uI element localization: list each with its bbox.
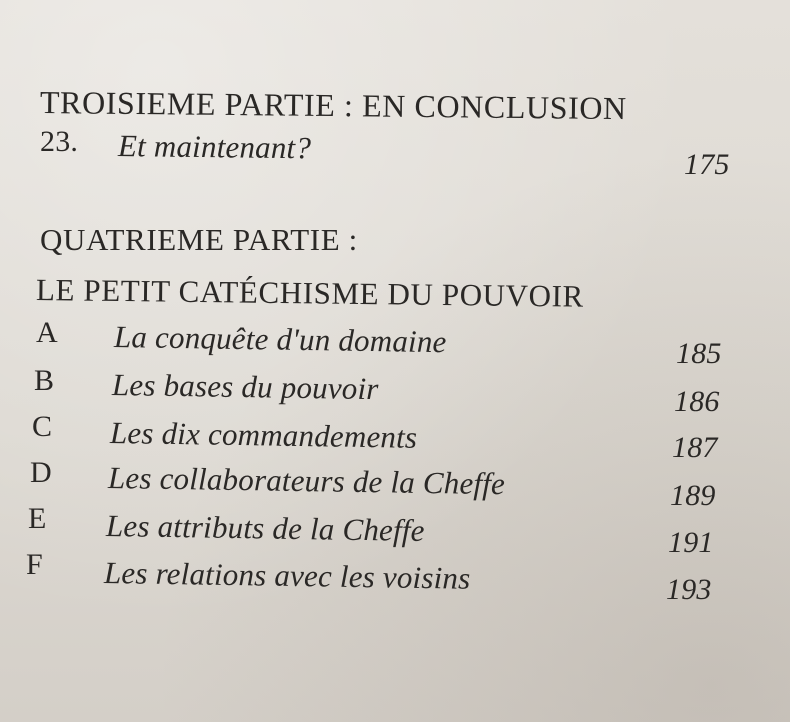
part3-heading: TROISIEME PARTIE : EN CONCLUSION [39, 84, 627, 127]
chapter-page-number: 175 [684, 148, 730, 181]
entry-title-e: Les attributs de la Cheffe [105, 508, 425, 549]
entry-letter-e: E [28, 502, 47, 535]
part4-heading-line2: LE PETIT CATÉCHISME DU POUVOIR [35, 272, 585, 314]
entry-page-d: 189 [670, 479, 716, 512]
entry-letter-c: C [32, 410, 53, 443]
part4-heading-line1: QUATRIEME PARTIE : [40, 222, 358, 257]
entry-page-f: 193 [666, 573, 712, 606]
entry-letter-a: A [36, 316, 58, 349]
entry-letter-f: F [26, 548, 43, 581]
entry-page-b: 186 [674, 385, 720, 418]
entry-letter-b: B [34, 364, 55, 397]
entry-title-a: La conquête d'un domaine [113, 319, 447, 360]
chapter-title: Et maintenant? [117, 128, 312, 166]
entry-title-d: Les collaborateurs de la Cheffe [107, 460, 506, 502]
entry-letter-d: D [30, 456, 52, 489]
entry-page-c: 187 [672, 431, 718, 464]
chapter-number: 23. [40, 125, 79, 158]
entry-title-f: Les relations avec les voisins [103, 555, 471, 596]
entry-title-c: Les dix commandements [109, 415, 418, 455]
entry-page-e: 191 [668, 526, 714, 559]
entry-title-b: Les bases du pouvoir [111, 367, 379, 407]
entry-page-a: 185 [676, 337, 722, 370]
